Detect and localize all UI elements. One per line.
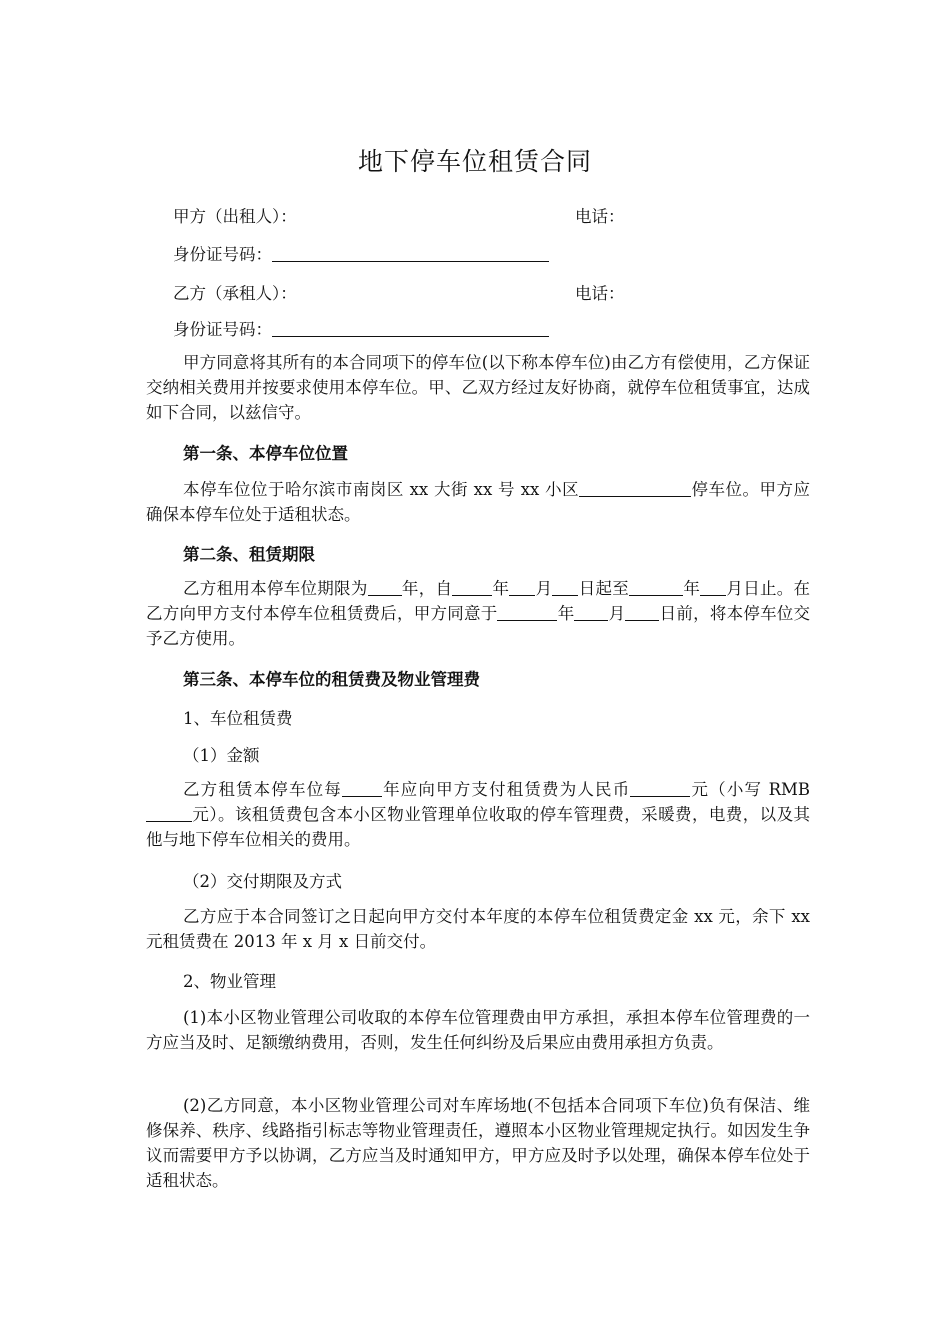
handover-month-blank[interactable] [574, 603, 608, 621]
article2-text: 日起至 [578, 579, 630, 598]
article1-paragraph [146, 477, 810, 527]
party-a-phone-label: 电话： [575, 207, 625, 226]
article2-text: 年 [557, 604, 575, 623]
party-a-id-blank[interactable] [272, 244, 549, 262]
article3-heading: 第三条、本停车位的租赁费及物业管理费 [183, 670, 480, 689]
party-a-id-label: 身份证号码： [173, 245, 272, 264]
intro-paragraph: 甲方同意将其所有的本合同项下的停车位(以下称本停车位)由乙方有偿使用，乙方保证交纳相关费用并按要求使用本停车位。甲、乙双方经过友好协商，就停车位租赁事宜，达成如下合同，以兹信守。 [146, 353, 810, 422]
amount-paragraph [146, 777, 810, 852]
handover-day-blank[interactable] [625, 603, 659, 621]
party-a-id-row [173, 241, 549, 265]
end-month-blank[interactable] [700, 578, 726, 596]
term-years-blank[interactable] [368, 578, 402, 596]
article1-location-blank[interactable] [579, 479, 691, 497]
article2-heading: 第二条、租赁期限 [183, 545, 315, 564]
fee-amount-blank[interactable] [630, 779, 690, 797]
management-paragraph-1: (1)本小区物业管理公司收取的本停车位管理费由甲方承担，承担本停车位管理费的一方应当及时、足额缴纳费用，否则，发生任何纠纷及后果应由费用承担方负责。 [146, 1008, 810, 1052]
article2-text: 年，自 [401, 579, 453, 598]
rent-fee-subheading: 1、车位租赁费 [183, 709, 293, 728]
fee-rmb-blank[interactable] [146, 804, 192, 822]
article2-text: 日前，将本停车位交予乙方使用。 [146, 604, 811, 648]
page-title: 地下停车位租赁合同 [357, 147, 592, 176]
amount-text: 年应向甲方支付租赁费为人民币 [381, 780, 631, 799]
article2-text: 月 [608, 604, 626, 623]
amount-subheading: （1）金额 [183, 746, 260, 765]
article2-text: 月日止。在乙方向甲方支付本停车位租赁费后，甲方同意于 [146, 579, 811, 623]
management-paragraph-2: (2)乙方同意，本小区物业管理公司对车库场地(不包括本合同项下车位)负有保洁、维修保养、秩序、线路指引标志等物业管理责任，遵照本小区物业管理规定执行。如因发生争议而需要甲方予以协调，乙方应当及时通知甲方，甲方应及时予以处理，确保本停车位处于适租状态。 [146, 1096, 810, 1190]
party-b-label: 乙方（承租人）： [173, 284, 297, 303]
article1-heading: 第一条、本停车位位置 [183, 444, 348, 463]
article2-text: 月 [535, 579, 553, 598]
amount-text: 元）。该租赁费包含本小区物业管理单位收取的停车管理费，采暖费，电费，以及其他与地下停车位相关的费用。 [146, 805, 810, 849]
party-b-id-blank[interactable] [272, 319, 549, 337]
handover-year-blank[interactable] [497, 603, 557, 621]
article2-paragraph [146, 576, 810, 651]
party-b-id-row [173, 316, 549, 340]
payment-subheading: （2）交付期限及方式 [183, 872, 342, 891]
payment-paragraph: 乙方应于本合同签订之日起向甲方交付本年度的本停车位租赁费定金 xx 元，余下 xx 元租赁费在 2013 年 x 月 x 日前交付。 [146, 907, 810, 951]
start-day-blank[interactable] [552, 578, 578, 596]
amount-text: 乙方租赁本停车位每 [183, 780, 342, 799]
start-month-blank[interactable] [509, 578, 535, 596]
party-a-label: 甲方（出租人）： [173, 207, 297, 226]
article1-text-a: 本停车位位于哈尔滨市南岗区 xx 大街 xx 号 xx 小区 [183, 480, 580, 499]
article1-text-b: 停车位。甲方应确保本停车位处于适租状态。 [146, 480, 810, 524]
party-b-id-label: 身份证号码： [173, 320, 272, 339]
fee-years-blank[interactable] [342, 779, 382, 797]
amount-text: 元（小写 RMB [690, 780, 811, 799]
property-management-subheading: 2、物业管理 [183, 972, 276, 991]
start-year-blank[interactable] [452, 578, 492, 596]
article2-text: 年 [683, 579, 701, 598]
party-b-phone-label: 电话： [575, 284, 625, 303]
end-year-blank[interactable] [629, 578, 683, 596]
article2-text: 乙方租用本停车位期限为 [183, 579, 368, 598]
article2-text: 年 [492, 579, 510, 598]
